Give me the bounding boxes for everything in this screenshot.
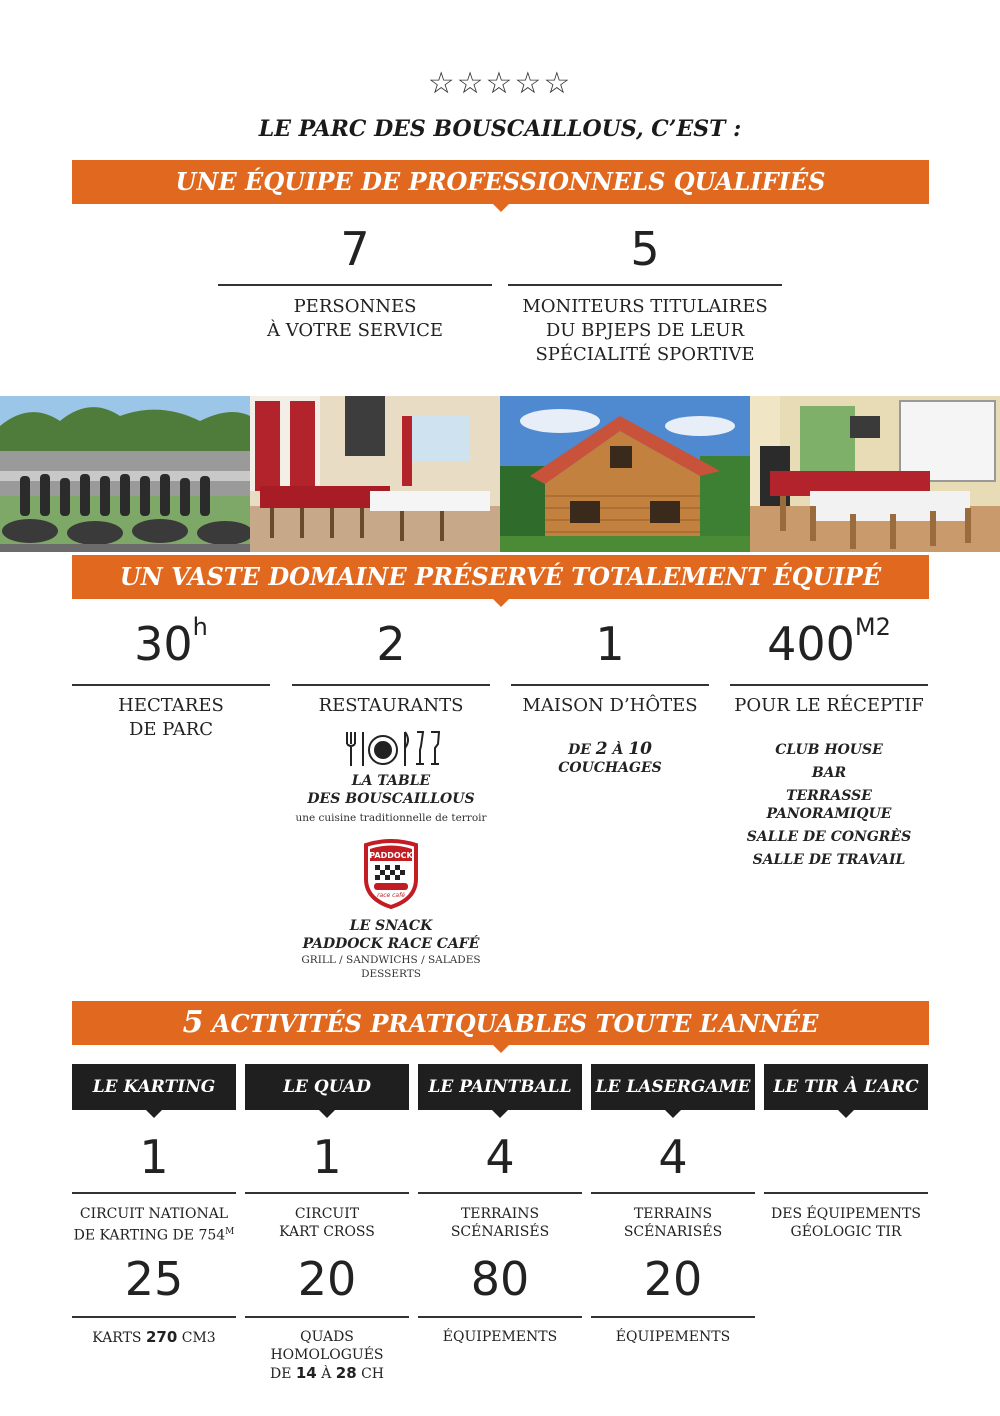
wooden-chalet-photo [500, 396, 750, 552]
cutlery-icon [339, 728, 443, 770]
paddock-race-cafe-logo [361, 839, 421, 909]
paintball-number2: 80 [470, 1252, 530, 1306]
divider [72, 684, 270, 686]
quad-number2: 20 [297, 1252, 357, 1306]
lasergame-number2: 20 [643, 1252, 703, 1306]
snack-desc: GRILL / SANDWICHS / SALADES DESSERTS [301, 954, 481, 980]
tab-quad: LE QUAD [245, 1064, 409, 1110]
svg-text:PADDOCK: PADDOCK [369, 851, 413, 860]
divider [764, 1192, 928, 1194]
banner-activities: 5 ACTIVITÉS PRATIQUABLES TOUTE L’ANNÉE [72, 1001, 929, 1045]
restaurant-room-photo [250, 396, 500, 552]
divider [591, 1316, 755, 1318]
stat-staff-caption: PERSONNES À VOTRE SERVICE [267, 296, 443, 341]
lasergame-caption: TERRAINS SCÉNARISÉS [623, 1206, 723, 1240]
lasergame-number: 4 [658, 1130, 688, 1184]
stat-restaurants-caption: RESTAURANTS [318, 695, 464, 716]
quad-caption2: QUADS HOMOLOGUÉS DE 14 À 28 CH [269, 1329, 385, 1382]
divider [72, 1192, 236, 1194]
karting-number: 1 [139, 1130, 169, 1184]
divider [418, 1192, 582, 1194]
divider [245, 1192, 409, 1194]
karting-number2: 25 [124, 1252, 184, 1306]
stat-guesthouse-caption: MAISON D’HÔTES [522, 695, 698, 716]
lasergame-caption2: ÉQUIPEMENTS [615, 1329, 731, 1345]
divider [511, 684, 709, 686]
tab-archery: LE TIR À L’ARC [764, 1064, 928, 1110]
svg-text:race café: race café [377, 892, 405, 899]
banner-domain: UN VASTE DOMAINE PRÉSERVÉ TOTALEMENT ÉQUIPÉ [72, 555, 929, 599]
tab-karting: LE KARTING [72, 1064, 236, 1110]
restaurant-table-name: LA TABLE DES BOUSCAILLOUS [307, 773, 475, 807]
stat-reception-caption: POUR LE RÉCEPTIF [734, 695, 924, 716]
divider [730, 684, 928, 686]
snack-name: LE SNACK PADDOCK RACE CAFÉ [302, 918, 480, 952]
rating-stars: ☆☆☆☆☆ [427, 66, 573, 101]
guesthouse-capacity: DE 2 À 10 COUCHAGES [558, 739, 662, 776]
stat-restaurants-number: 2 [376, 617, 406, 671]
quad-number: 1 [312, 1130, 342, 1184]
stat-hectares-number: 30$^h$ [134, 613, 208, 671]
karting-group-photo [0, 396, 250, 552]
divider [508, 284, 782, 286]
reception-list: CLUB HOUSE BAR TERRASSE PANORAMIQUE SALLE DE CONGRÈS SALLE DE TRAVAIL [746, 742, 912, 868]
divider [418, 1316, 582, 1318]
tab-paintball: LE PAINTBALL [418, 1064, 582, 1110]
karting-caption2: KARTS 270 CM3 [92, 1328, 216, 1346]
stat-guesthouse-number: 1 [595, 617, 625, 671]
paintball-number: 4 [485, 1130, 515, 1184]
divider [292, 684, 490, 686]
stat-reception-number: $400^{M2}$ [767, 613, 891, 671]
divider [591, 1192, 755, 1194]
paintball-caption: TERRAINS SCÉNARISÉS [450, 1206, 550, 1240]
paintball-caption2: ÉQUIPEMENTS [442, 1329, 558, 1345]
divider [218, 284, 492, 286]
archery-caption: DES ÉQUIPEMENTS GÉOLOGIC TIR [771, 1206, 921, 1240]
stat-instructors-number: 5 [630, 222, 660, 276]
banner-team: UNE ÉQUIPE DE PROFESSIONNELS QUALIFIÉS [72, 160, 929, 204]
stat-instructors-caption: MONITEURS TITULAIRES DU BPJEPS DE LEUR SPÉCIALITÉ SPORTIVE [522, 296, 768, 365]
stat-hectares-caption: HECTARES DE PARC [118, 695, 224, 740]
conference-room-photo [750, 396, 1000, 552]
intro-heading: LE PARC DES BOUSCAILLOUS, C’EST : [258, 116, 742, 142]
quad-caption: CIRCUIT KART CROSS [279, 1206, 375, 1240]
divider [245, 1316, 409, 1318]
tab-lasergame: LE LASERGAME [591, 1064, 755, 1110]
restaurant-table-desc: une cuisine traditionnelle de terroir [295, 812, 487, 824]
karting-caption: CIRCUIT NATIONAL DE KARTING DE $754^M$ [73, 1206, 235, 1244]
stat-staff-number: 7 [340, 222, 370, 276]
divider [72, 1316, 236, 1318]
